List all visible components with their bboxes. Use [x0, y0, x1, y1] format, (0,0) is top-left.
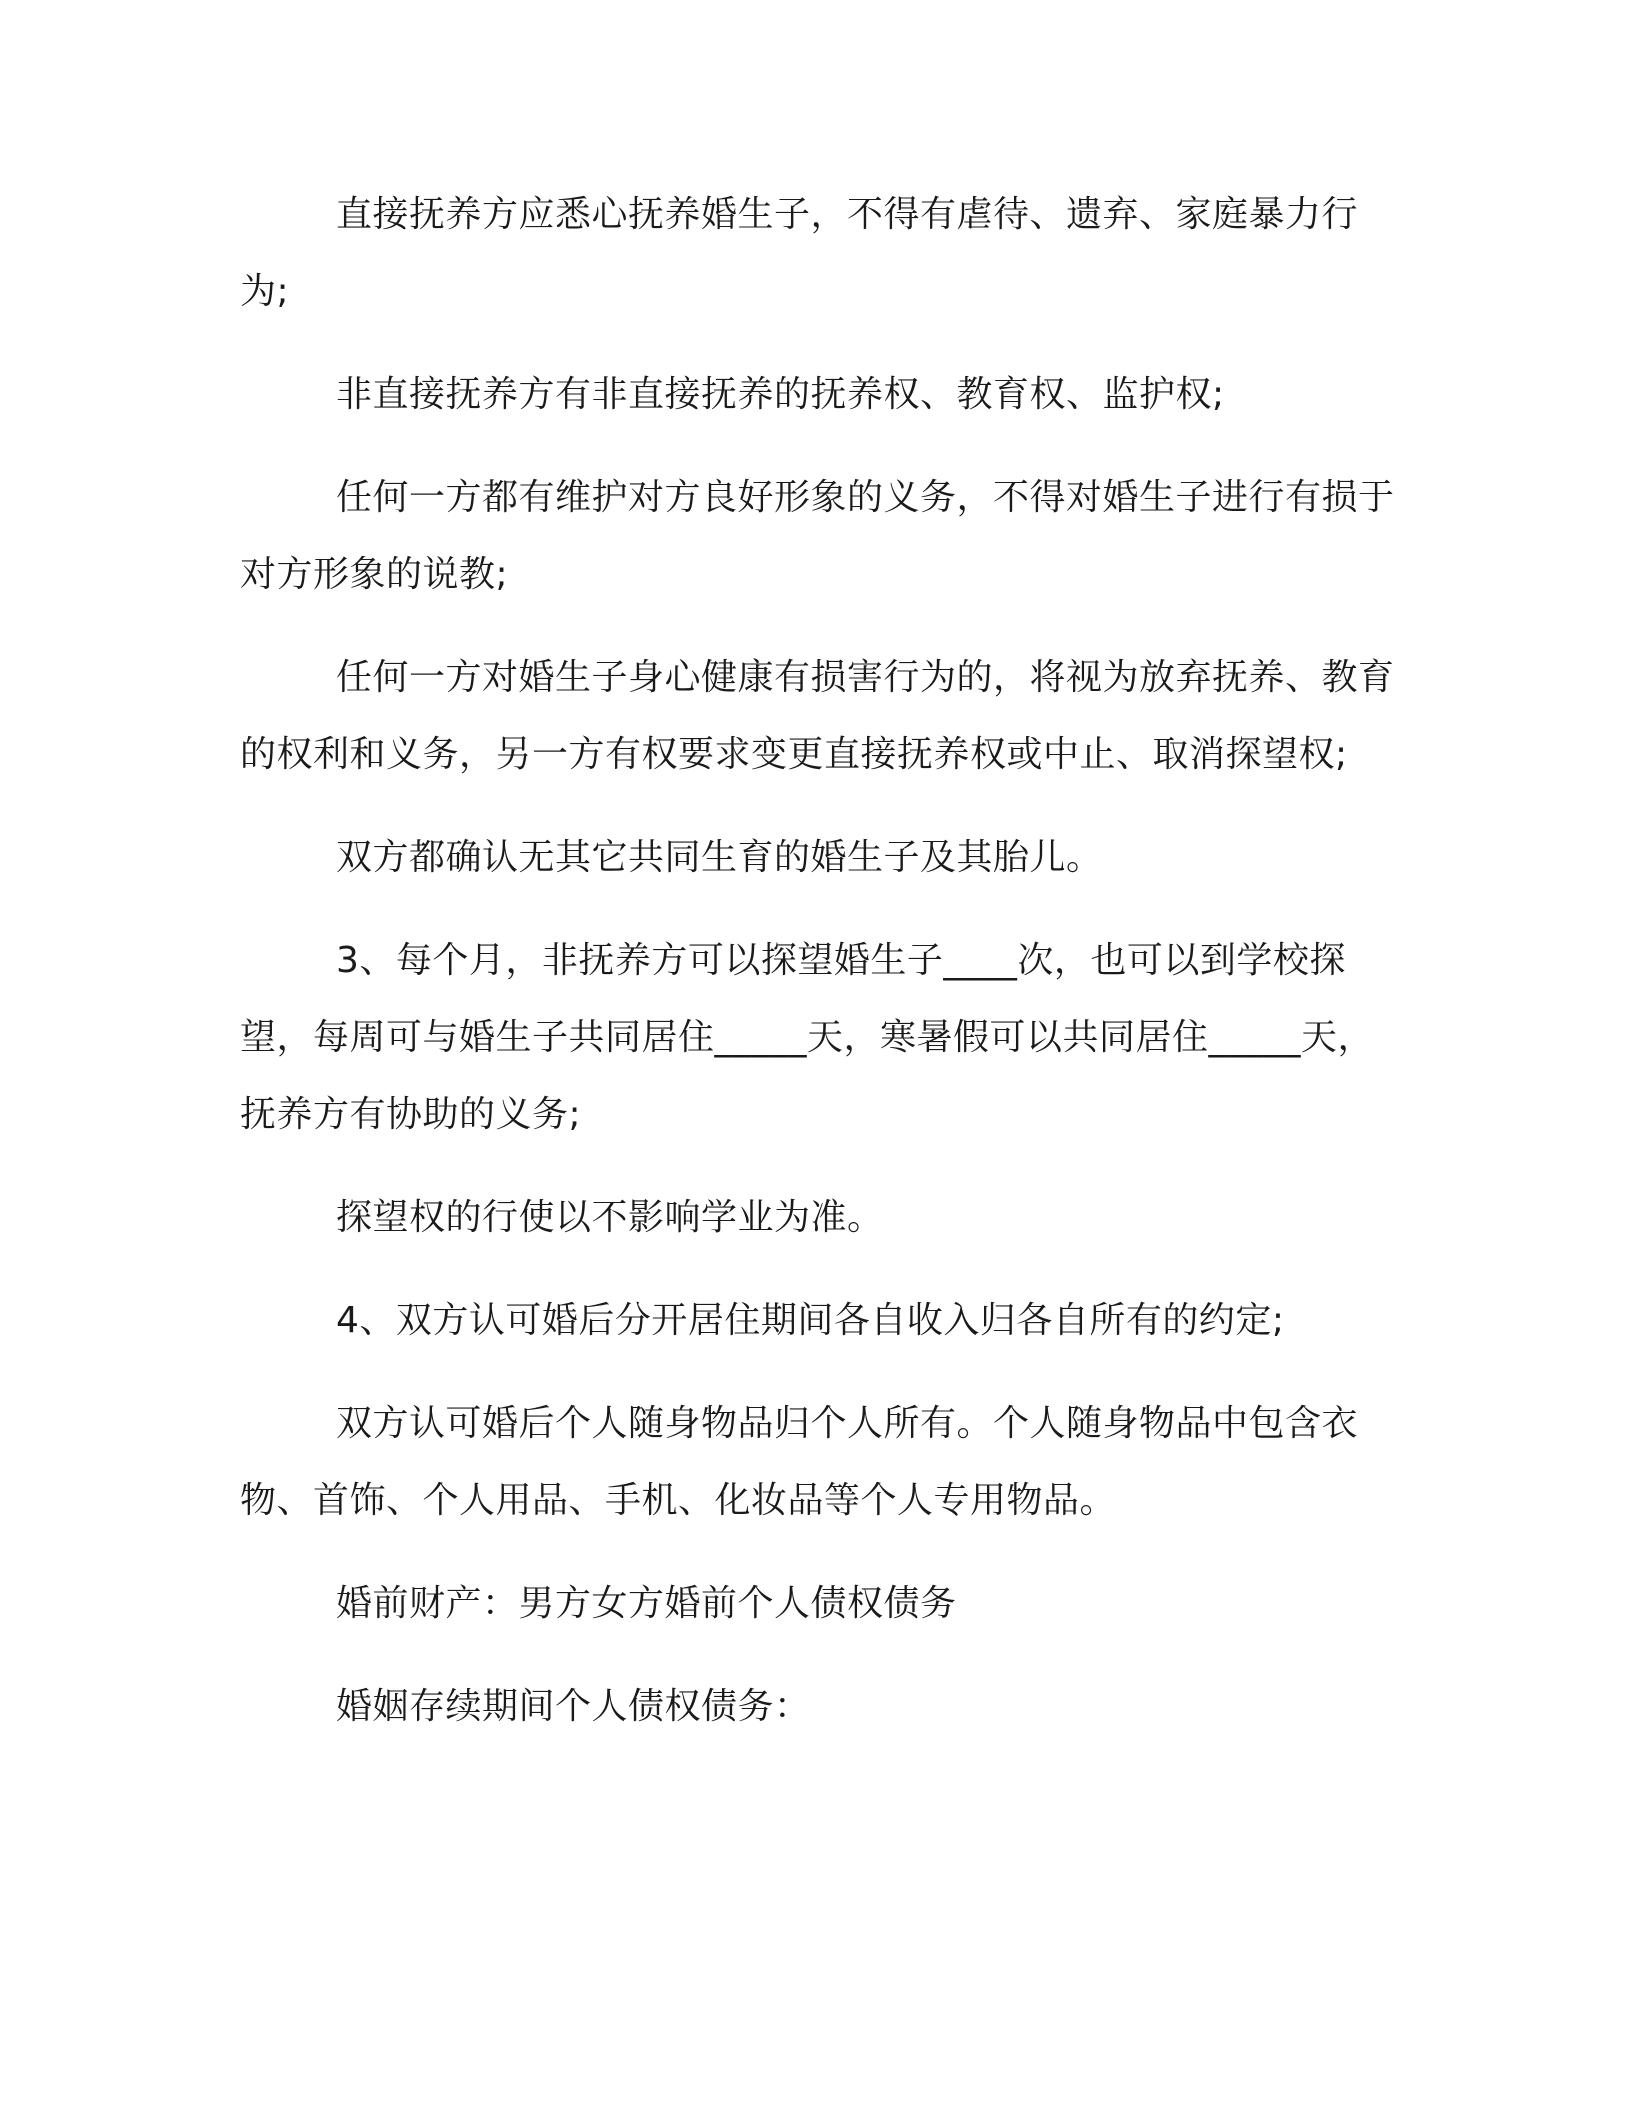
paragraph-visitation-schedule: 3、每个月，非抚养方可以探望婚生子____次，也可以到学校探望，每周可与婚生子共同居住_____天，寒暑假可以共同居住_____天，抚养方有协助的义务;: [240, 940, 1375, 1135]
paragraph-visitation-condition: 探望权的行使以不影响学业为准。: [336, 1197, 884, 1238]
paragraph-personal-belongings: 双方认可婚后个人随身物品归个人所有。个人随身物品中包含衣物、首饰、个人用品、手机、化妆品等个人专用物品。: [240, 1403, 1359, 1521]
paragraph-harm-clause: 任何一方对婚生子身心健康有损害行为的，将视为放弃抚养、教育的权利和义务，另一方有权要求变更直接抚养权或中止、取消探望权;: [240, 657, 1395, 775]
paragraph-premarital-property: 婚前财产：男方女方婚前个人债权债务: [336, 1583, 957, 1624]
paragraph-marital-debts: 婚姻存续期间个人债权债务：: [336, 1686, 811, 1727]
document-body: [240, 176, 1400, 1771]
paragraph-child-care-duty: 直接抚养方应悉心抚养婚生子，不得有虐待、遗弃、家庭暴力行为;: [240, 194, 1359, 312]
paragraph-no-other-children: 双方都确认无其它共同生育的婚生子及其胎儿。: [336, 837, 1103, 878]
paragraph-separate-income: 4、双方认可婚后分开居住期间各自收入归各自所有的约定;: [336, 1300, 1285, 1341]
paragraph-noncustodial-rights: 非直接抚养方有非直接抚养的抚养权、教育权、监护权;: [336, 374, 1225, 415]
paragraph-image-duty: 任何一方都有维护对方良好形象的义务，不得对婚生子进行有损于对方形象的说教;: [240, 477, 1395, 595]
